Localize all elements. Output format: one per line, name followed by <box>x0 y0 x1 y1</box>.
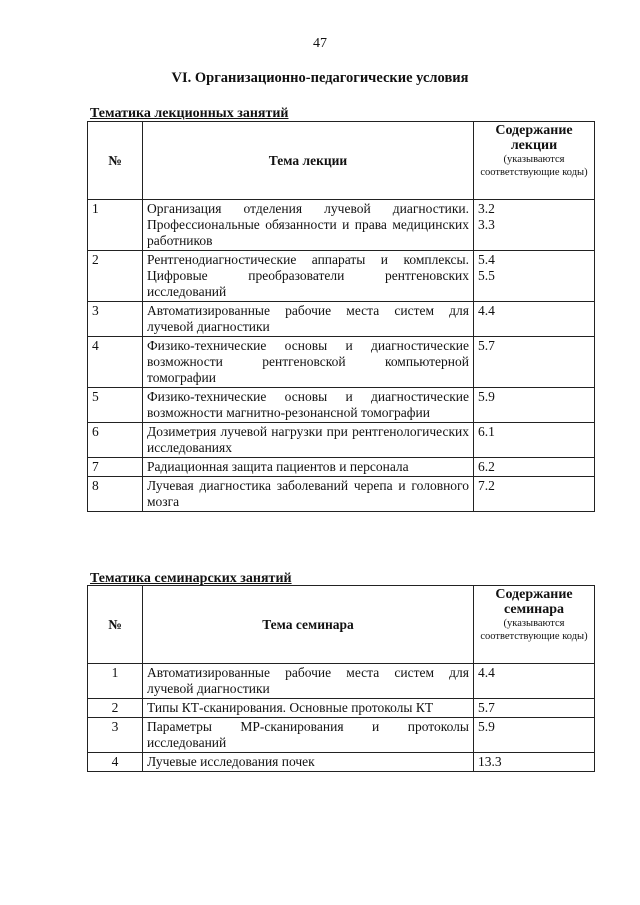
seminars-header-codes <box>474 586 595 664</box>
lectures-row-code: 7.2 <box>474 477 595 512</box>
lectures-row-code: 6.2 <box>474 458 595 477</box>
lectures-row <box>88 200 595 251</box>
lectures-header-row <box>88 122 595 200</box>
seminars-row-num: 1 <box>88 664 143 699</box>
lectures-row-topic: Рентгенодиагностические аппараты и комплексы. Цифровые преобразователи рентгеновских исследований <box>143 251 474 302</box>
lectures-row <box>88 477 595 512</box>
lectures-row <box>88 251 595 302</box>
lectures-row-code: 5.4 5.5 <box>474 251 595 302</box>
seminars-row-topic: Параметры МР-сканирования и протоколы исследований <box>143 718 474 753</box>
lectures-header-num: № <box>88 122 143 200</box>
lectures-table <box>87 121 595 512</box>
seminars-row <box>88 664 595 699</box>
seminars-codes-note: (указываются соответствующие коды) <box>480 618 588 642</box>
seminars-table <box>87 585 595 772</box>
seminars-header-topic: Тема семинара <box>143 586 474 664</box>
lectures-row-num: 3 <box>88 302 143 337</box>
lectures-row-code: 3.2 3.3 <box>474 200 595 251</box>
seminars-row-code: 13.3 <box>474 753 595 772</box>
seminars-row-num: 2 <box>88 699 143 718</box>
seminars-header-num: № <box>88 586 143 664</box>
lectures-row <box>88 337 595 388</box>
seminars-row <box>88 718 595 753</box>
seminars-heading: Тематика семинарских занятий <box>90 571 292 586</box>
seminars-row-code: 5.9 <box>474 718 595 753</box>
lectures-row-topic: Радиационная защита пациентов и персонала <box>143 458 474 477</box>
lectures-row <box>88 302 595 337</box>
lectures-codes-note: (указываются соответствующие коды) <box>480 154 588 178</box>
section-title: VI. Организационно-педагогические условия <box>171 70 469 86</box>
lectures-row-topic: Автоматизированные рабочие места систем для лучевой диагностики <box>143 302 474 337</box>
seminars-row <box>88 699 595 718</box>
seminars-row-code: 4.4 <box>474 664 595 699</box>
lectures-row-num: 7 <box>88 458 143 477</box>
seminars-codes-title: Содержание семинара <box>495 587 573 617</box>
lectures-codes-title: Содержание лекции <box>495 123 573 153</box>
lectures-row-num: 5 <box>88 388 143 423</box>
seminars-row-topic: Типы КТ-сканирования. Основные протоколы КТ <box>143 699 474 718</box>
lectures-row-topic: Дозиметрия лучевой нагрузки при рентгенологических исследованиях <box>143 423 474 458</box>
lectures-row-num: 6 <box>88 423 143 458</box>
lectures-row-code: 4.4 <box>474 302 595 337</box>
lectures-row <box>88 458 595 477</box>
lectures-row-topic: Физико-технические основы и диагностические возможности рентгеновской компьютерной томографии <box>143 337 474 388</box>
lectures-row-topic: Организация отделения лучевой диагностики. Профессиональные обязанности и права медицинских работников <box>143 200 474 251</box>
seminars-row <box>88 753 595 772</box>
seminars-row-code: 5.7 <box>474 699 595 718</box>
lectures-row-num: 1 <box>88 200 143 251</box>
lectures-header-topic: Тема лекции <box>143 122 474 200</box>
lectures-row-num: 4 <box>88 337 143 388</box>
seminars-row-topic: Автоматизированные рабочие места систем для лучевой диагностики <box>143 664 474 699</box>
lectures-row <box>88 388 595 423</box>
lectures-row-code: 6.1 <box>474 423 595 458</box>
lectures-header-codes <box>474 122 595 200</box>
seminars-row-topic: Лучевые исследования почек <box>143 753 474 772</box>
lectures-row-num: 2 <box>88 251 143 302</box>
page-number: 47 <box>313 36 327 51</box>
lectures-row-topic: Лучевая диагностика заболеваний черепа и головного мозга <box>143 477 474 512</box>
lectures-row-num: 8 <box>88 477 143 512</box>
lectures-row-code: 5.7 <box>474 337 595 388</box>
lectures-row-topic: Физико-технические основы и диагностические возможности магнитно-резонансной томографии <box>143 388 474 423</box>
lectures-row-code: 5.9 <box>474 388 595 423</box>
lectures-heading: Тематика лекционных занятий <box>90 106 289 121</box>
seminars-row-num: 3 <box>88 718 143 753</box>
seminars-row-num: 4 <box>88 753 143 772</box>
lectures-row <box>88 423 595 458</box>
seminars-header-row <box>88 586 595 664</box>
